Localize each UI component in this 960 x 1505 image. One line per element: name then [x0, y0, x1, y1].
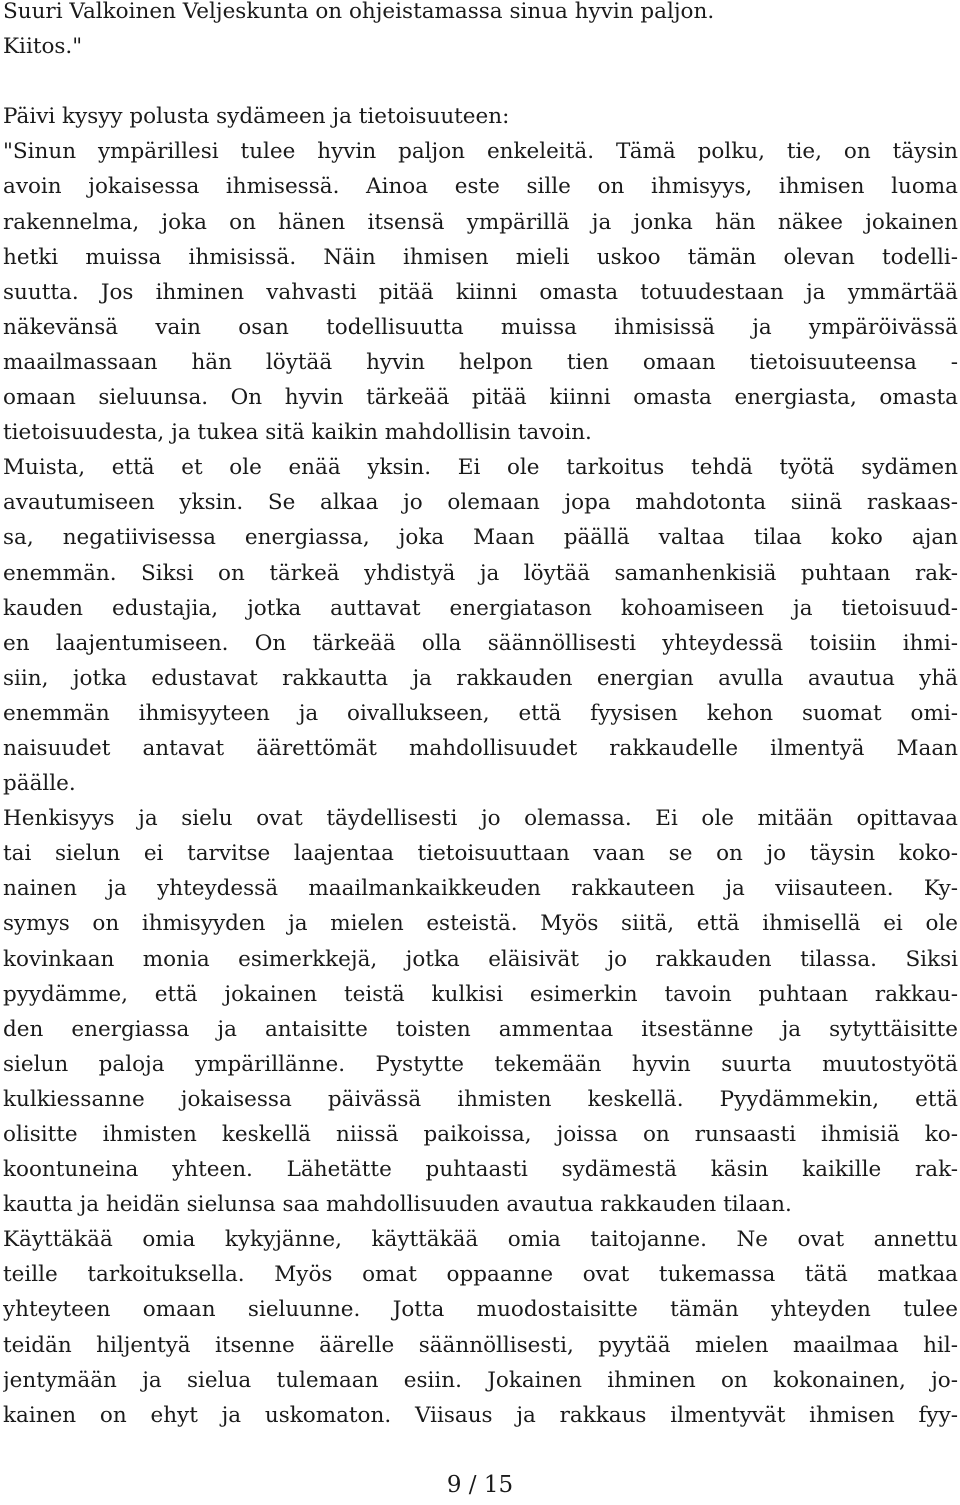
text-line: "Sinun ympärillesi tulee hyvin paljon enkeleitä. Tämä polku, tie, on täysin — [3, 139, 958, 165]
text-line: tietoisuudesta, ja tukea sitä kaikin mahdollisin tavoin. — [3, 420, 592, 446]
text-line: naisuudet antavat äärettömät mahdollisuudet rakkaudelle ilmentyä Maan — [3, 735, 958, 761]
text-line: hetki muissa ihmisissä. Näin ihmisen mieli uskoo tämän olevan todelli- — [3, 244, 958, 270]
text-line: pyydämme, että jokainen teistä kulkisi esimerkin tavoin puhtaan rakkau- — [3, 981, 958, 1007]
text-line: Kiitos." — [3, 34, 83, 60]
text-line: kovinkaan monia esimerkkejä, jotka eläisivät jo rakkauden tilassa. Siksi — [3, 946, 958, 972]
text-line: enemmän ihmisyyteen ja oivallukseen, että fyysisen kehon suomat omi- — [3, 700, 958, 726]
page-number: 9 / 15 — [446, 1472, 514, 1498]
text-line: kauden edustajia, jotka auttavat energiatason kohoamiseen ja tietoisuud- — [3, 595, 958, 621]
text-line: symys on ihmisyyden ja mielen esteistä. Myös siitä, että ihmisellä ei ole — [3, 911, 958, 937]
text-line: olisitte ihmisten keskellä niissä paikoissa, joissa on runsaasti ihmisiä ko- — [3, 1122, 958, 1147]
text-line: tai sielun ei tarvitse laajentaa tietoisuuttaan vaan se on jo täysin koko- — [3, 841, 958, 867]
text-line: avoin jokaisessa ihmisessä. Ainoa este sille on ihmisyys, ihmisen luoma — [3, 174, 958, 200]
text-line: omaan sieluunsa. On hyvin tärkeää pitää kiinni omasta energiasta, omasta — [3, 385, 958, 411]
text-line: Päivi kysyy polusta sydämeen ja tietoisuuteen: — [3, 104, 510, 130]
text-line: koontuneina yhteen. Lähetätte puhtaasti sydämestä käsin kaikille rak- — [3, 1157, 958, 1183]
body-text — [3, 0, 958, 1433]
text-line: en laajentumiseen. On tärkeää olla säännöllisesti yhteydessä toisiin ihmi- — [3, 630, 958, 656]
blank-line — [3, 64, 958, 99]
text-line: kautta ja heidän sielunsa saa mahdollisuuden avautua rakkauden tilaan. — [3, 1192, 792, 1218]
text-line: Muista, että et ole enää yksin. Ei ole tarkoitus tehdä työtä sydämen — [3, 455, 958, 481]
text-line: Henkisyys ja sielu ovat täydellisesti jo olemassa. Ei ole mitään opittavaa — [3, 806, 958, 832]
text-line: päälle. — [3, 771, 76, 797]
text-line: enemmän. Siksi on tärkeä yhdistyä ja löytää samanhenkisiä puhtaan rak- — [3, 560, 958, 586]
text-line: Käyttäkää omia kykyjänne, käyttäkää omia taitojanne. Ne ovat annettu — [3, 1227, 958, 1253]
text-line: kulkiessanne jokaisessa päivässä ihmisten keskellä. Pyydämmekin, että — [3, 1086, 958, 1112]
text-line: maailmassaan hän löytää hyvin helpon tien omaan tietoisuuteensa - — [3, 349, 958, 375]
text-line: yhteyteen omaan sieluunne. Jotta muodostaisitte tämän yhteyden tulee — [3, 1297, 958, 1323]
text-line: jentymään ja sielua tulemaan esiin. Jokainen ihminen on kokonainen, jo- — [3, 1367, 958, 1393]
text-line: nainen ja yhteydessä maailmankaikkeuden rakkauteen ja viisauteen. Ky- — [3, 876, 958, 902]
text-line: teille tarkoituksella. Myös omat oppaanne ovat tukemassa tätä matkaa — [3, 1262, 958, 1288]
text-line: sa, negatiivisessa energiassa, joka Maan päällä valtaa tilaa koko ajan — [3, 525, 958, 551]
text-line: rakennelma, joka on hänen itsensä ympärillä ja jonka hän näkee jokainen — [3, 209, 958, 235]
text-line: avautumiseen yksin. Se alkaa jo olemaan jopa mahdotonta siinä raskaas- — [3, 490, 958, 516]
text-line: kainen on ehyt ja uskomaton. Viisaus ja rakkaus ilmentyvät ihmisen fyy- — [3, 1402, 958, 1428]
text-line: siin, jotka edustavat rakkautta ja rakkauden energian avulla avautua yhä — [3, 665, 958, 691]
text-line: näkevänsä vain osan todellisuutta muissa ihmisissä ja ympäröivässä — [3, 314, 958, 340]
text-line: sielun paloja ympärillänne. Pystytte tekemään hyvin suurta muutostyötä — [3, 1051, 958, 1077]
text-line: Suuri Valkoinen Veljeskunta on ohjeistamassa sinua hyvin paljon. — [3, 0, 715, 24]
text-line: den energiassa ja antaisitte toisten ammentaa itsestänne ja sytyttäisitte — [3, 1016, 958, 1042]
text-line: suutta. Jos ihminen vahvasti pitää kiinni omasta totuudestaan ja ymmärtää — [3, 279, 958, 305]
text-line: teidän hiljentyä itsenne äärelle säännöllisesti, pyytää mielen maailmaa hil- — [3, 1332, 958, 1358]
